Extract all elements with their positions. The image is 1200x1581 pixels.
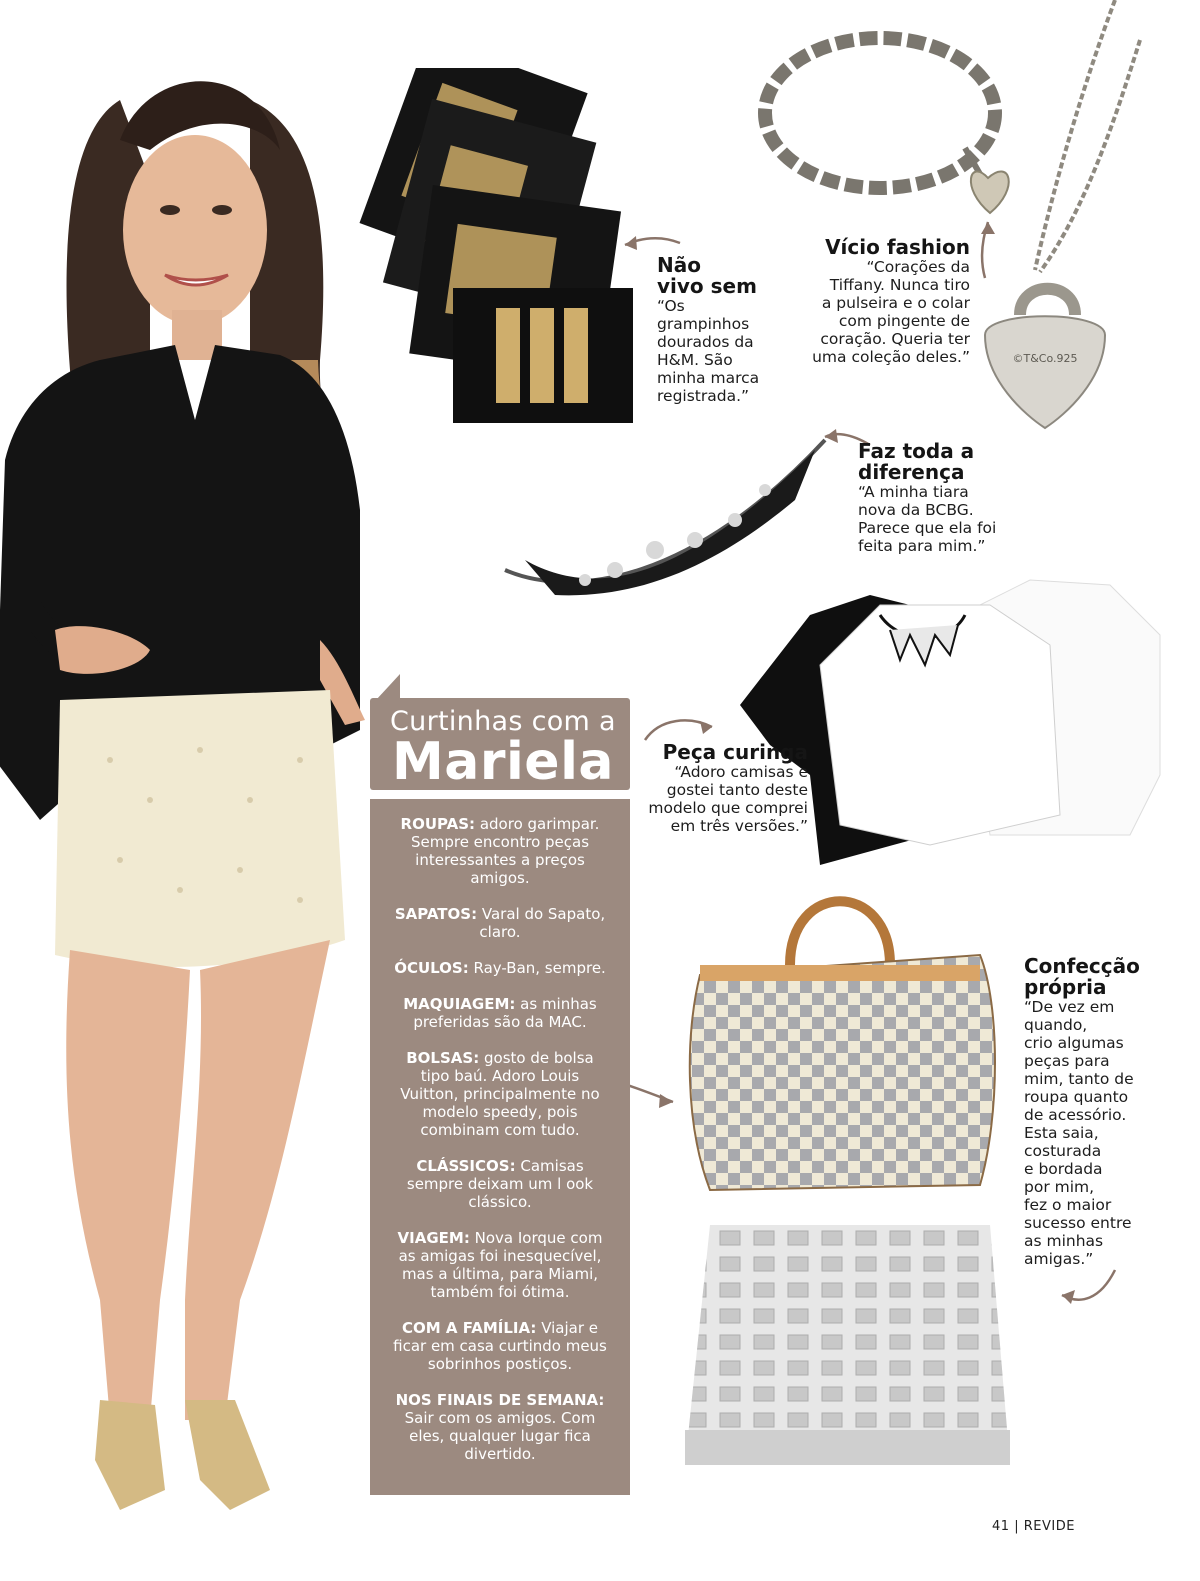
sidebar-entry	[390, 1229, 610, 1301]
note-line: costurada	[1024, 1142, 1102, 1160]
note-line: sucesso entre	[1024, 1214, 1132, 1232]
sidebar-title-small: Curtinhas com a	[390, 706, 616, 737]
magazine-name: REVIDE	[1023, 1519, 1075, 1534]
note-confeccao-propria	[1024, 956, 1164, 1268]
entry-label: COM A FAMÍLIA:	[401, 1319, 537, 1337]
note-line: com pingente de	[838, 312, 970, 330]
note-title: Faz toda a	[858, 439, 975, 463]
entry-text: Ray-Ban, sempre.	[473, 959, 606, 977]
sidebar-entry	[390, 1157, 610, 1211]
note-line: quando,	[1024, 1016, 1088, 1034]
note-nao-vivo-sem	[657, 255, 767, 405]
note-line: gostei tanto deste	[666, 781, 808, 799]
sidebar-entry	[390, 815, 610, 887]
entry-text: gosto de bolsa tipo baú. Adoro Louis Vuitton, principalmente no modelo speedy, pois combinam com tudo.	[400, 1049, 600, 1139]
entry-text: as minhas preferidas são da MAC.	[413, 995, 597, 1031]
sidebar-title-box	[370, 698, 630, 790]
note-title: diferença	[858, 460, 965, 484]
pendant-engraving: ©T&Co.925	[1012, 352, 1078, 365]
sidebar-entry	[390, 995, 610, 1031]
entry-label: ROUPAS:	[400, 815, 476, 833]
entry-label: VIAGEM:	[397, 1229, 470, 1247]
sidebar-entry	[390, 959, 610, 977]
entry-text: Viajar e ficar em casa curtindo meus sobrinhos postiços.	[393, 1319, 607, 1373]
note-line: “Adoro camisas e	[674, 763, 808, 781]
note-line: de acessório.	[1024, 1106, 1127, 1124]
entry-label: ÓCULOS:	[394, 959, 469, 977]
note-line: registrada.”	[657, 387, 750, 405]
sidebar-entry	[390, 1319, 610, 1373]
sidebar-entry	[390, 1049, 610, 1139]
note-line: mim, tanto de	[1024, 1070, 1134, 1088]
note-line: nova da BCBG.	[858, 501, 974, 519]
entry-label: CLÁSSICOS:	[416, 1157, 516, 1175]
note-line: “De vez em	[1024, 998, 1115, 1016]
note-line: peças para	[1024, 1052, 1110, 1070]
note-line: feita para mim.”	[858, 537, 986, 555]
entry-label: MAQUIAGEM:	[403, 995, 516, 1013]
note-line: a pulseira e o colar	[821, 294, 970, 312]
note-title: Não	[657, 253, 701, 277]
note-line: roupa quanto	[1024, 1088, 1129, 1106]
sidebar-column	[370, 799, 630, 1495]
note-vicio-fashion	[790, 237, 970, 366]
note-line: “Os	[657, 297, 685, 315]
note-title: Confecção	[1024, 954, 1140, 978]
entry-text: Varal do Sapato, claro.	[479, 905, 606, 941]
note-line: modelo que comprei	[648, 799, 808, 817]
note-line: coração. Queria ter	[820, 330, 970, 348]
footer-separator: |	[1014, 1519, 1020, 1534]
entry-label: BOLSAS:	[406, 1049, 480, 1067]
entry-label: SAPATOS:	[394, 905, 478, 923]
note-peca-curinga	[630, 742, 808, 835]
title-pointer	[376, 674, 400, 700]
entry-text: Sair com os amigos. Com eles, qualquer lugar fica divertido.	[404, 1409, 596, 1463]
entry-label: NOS FINAIS DE SEMANA:	[395, 1391, 605, 1409]
note-line: Esta saia,	[1024, 1124, 1099, 1142]
entry-text: Camisas sempre deixam um l ook clássico.	[406, 1157, 594, 1211]
note-line: fez o maior	[1024, 1196, 1112, 1214]
note-faz-toda-diferenca	[858, 441, 1018, 555]
entry-text: adoro garimpar. Sempre encontro peças interessantes a preços amigos.	[410, 815, 600, 887]
note-line: em três versões.”	[670, 817, 808, 835]
note-title: vivo sem	[657, 274, 757, 298]
note-line: “A minha tiara	[858, 483, 969, 501]
note-line: Tiffany. Nunca tiro	[829, 276, 970, 294]
page-number: 41	[992, 1519, 1010, 1534]
note-line: dourados da	[657, 333, 754, 351]
note-line: e bordada	[1024, 1160, 1103, 1178]
sidebar-entry	[390, 905, 610, 941]
note-line: uma coleção deles.”	[812, 348, 970, 366]
note-title: Vício fashion	[825, 235, 970, 259]
note-line: Parece que ela foi	[858, 519, 997, 537]
note-title: Peça curinga	[662, 740, 808, 764]
note-line: “Corações da	[866, 258, 970, 276]
note-line: amigas.”	[1024, 1250, 1094, 1268]
note-line: as minhas	[1024, 1232, 1104, 1250]
page-footer	[992, 1519, 1075, 1534]
note-line: crio algumas	[1024, 1034, 1124, 1052]
note-line: H&M. São	[657, 351, 733, 369]
note-line: minha marca	[657, 369, 760, 387]
note-line: por mim,	[1024, 1178, 1095, 1196]
note-line: grampinhos	[657, 315, 750, 333]
sidebar-title-big: Mariela	[392, 732, 614, 792]
sidebar-entry	[390, 1391, 610, 1463]
note-title: própria	[1024, 975, 1107, 999]
entry-text: Nova Iorque com as amigas foi inesquecível, mas a última, para Miami, também foi ótima.	[398, 1229, 603, 1301]
